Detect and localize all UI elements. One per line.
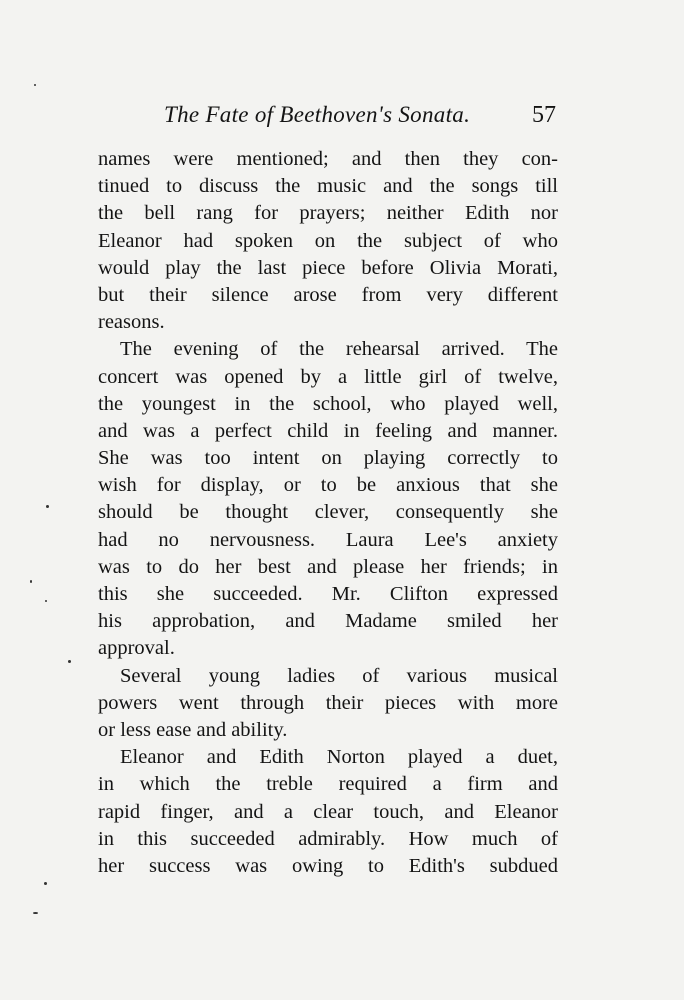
scan-speck: [68, 660, 71, 663]
paragraph-2: [98, 336, 558, 662]
running-title: The Fate of Beethoven's Sonata.: [164, 102, 471, 127]
text-line: and was a perfect child in feeling and manner.: [98, 419, 558, 442]
text-line: would play the last piece before Olivia Morati,: [98, 256, 558, 279]
scan-speck: [30, 580, 32, 583]
scan-speck: [46, 505, 49, 508]
text-line: She was too intent on playing correctly to: [98, 447, 558, 470]
text-line: this she succeeded. Mr. Clifton expressed: [98, 583, 558, 605]
text-line: Eleanor had spoken on the subject of who: [98, 229, 558, 252]
text-line: in which the treble required a firm and: [98, 773, 558, 796]
paragraph-1: [98, 146, 558, 336]
scan-speck: [33, 912, 38, 914]
text-line: wish for display, or to be anxious that she: [98, 474, 558, 497]
text-line: his approbation, and Madame smiled her: [98, 610, 558, 633]
text-line: but their silence arose from very different: [98, 283, 558, 306]
text-line: rapid finger, and a clear touch, and Eleanor: [98, 800, 558, 823]
text-line: names were mentioned; and then they con-: [98, 148, 558, 170]
page-number: 57: [532, 102, 556, 128]
text-line: the youngest in the school, who played well,: [98, 392, 558, 415]
text-line: concert was opened by a little girl of twelve,: [98, 365, 558, 388]
text-line: in this succeeded admirably. How much of: [98, 827, 558, 850]
scan-speck: [34, 84, 36, 86]
scan-speck: [45, 600, 47, 602]
scan-speck: [44, 882, 47, 885]
text-line: or less ease and ability.: [98, 718, 288, 741]
text-line: her success was owing to Edith's subdued: [98, 854, 558, 877]
text-line: should be thought clever, consequently she: [98, 501, 558, 524]
text-line: was to do her best and please her friends; in: [98, 555, 558, 578]
text-line: the bell rang for prayers; neither Edith nor: [98, 202, 558, 225]
body-text: [98, 146, 558, 880]
paragraph-3: [98, 663, 558, 745]
text-line: Eleanor and Edith Norton played a duet,: [120, 746, 558, 769]
text-line: The evening of the rehearsal arrived. The: [120, 338, 558, 361]
text-line: tinued to discuss the music and the songs till: [98, 175, 558, 198]
text-line: Several young ladies of various musical: [120, 664, 558, 687]
text-line: reasons.: [98, 311, 165, 334]
running-head: [98, 102, 556, 132]
text-line: powers went through their pieces with more: [98, 691, 558, 714]
text-line: had no nervousness. Laura Lee's anxiety: [98, 528, 558, 551]
paragraph-4: [98, 744, 558, 880]
text-line: approval.: [98, 637, 175, 660]
